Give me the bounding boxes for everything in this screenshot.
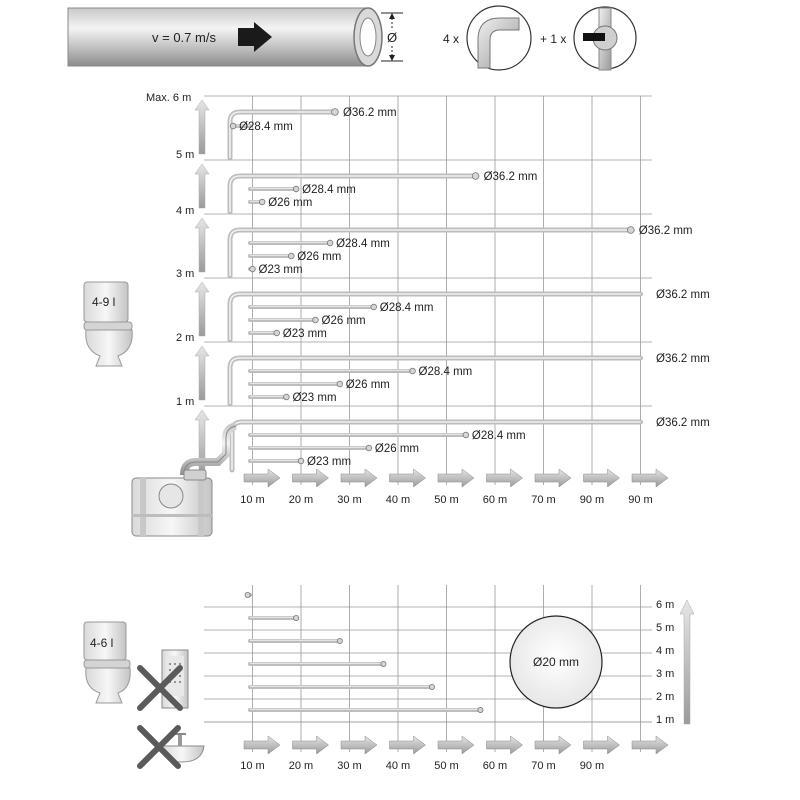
pipe-end-cap [274, 330, 280, 336]
pipe-diameter-label: Ø36.2 mm [483, 171, 538, 183]
pipe-end-cap [381, 661, 386, 666]
pipe-run [250, 443, 419, 455]
sink-not-allowed-icon [140, 728, 204, 766]
valve-icon [574, 7, 636, 70]
pipe-end-cap [245, 592, 250, 597]
small-toilet-icon [84, 622, 130, 703]
pipe-diameter-label: Ø28.4 mm [336, 238, 390, 250]
pipe-diameter-label: Ø26 mm [345, 379, 390, 391]
pipe-end-cap [463, 432, 469, 438]
length-arrow-icon [244, 469, 280, 487]
top-x-axis-label: 20 m [288, 494, 314, 506]
toilet-volume-label: 4-9 l [92, 295, 116, 309]
pipe-end-cap [429, 684, 434, 689]
top-chart-y-axis [146, 92, 209, 476]
velocity-label: v = 0.7 m/s [152, 30, 216, 45]
pipe-diameter-label: Ø26 mm [268, 197, 313, 209]
pipe-end-cap [366, 445, 372, 451]
length-arrow-icon [632, 469, 668, 487]
pipe-run [250, 315, 366, 327]
top-y-axis-label: Max. 6 m [146, 92, 192, 104]
pipe-end-cap [327, 240, 333, 246]
pipe-end-cap [472, 173, 479, 180]
header-pipe [68, 8, 382, 66]
main-pipe [230, 112, 335, 158]
pipe-run [250, 366, 472, 378]
length-arrow-icon [390, 736, 426, 754]
pipe-run [250, 302, 433, 314]
bottom-x-axis-label: 20 m [288, 760, 314, 772]
valve-count-label: + 1 x [540, 32, 567, 46]
pipe-end-cap [259, 199, 265, 205]
diameter-symbol: Ø [387, 30, 398, 45]
top-y-axis-label: 2 m [176, 332, 195, 344]
bottom-chart-y-axis [656, 599, 694, 726]
length-arrow-icon [244, 736, 280, 754]
length-arrow-icon [438, 736, 474, 754]
pipe-end-cap [313, 317, 319, 323]
top-x-axis-label: 70 m [531, 494, 556, 506]
pipe-end-cap [337, 638, 342, 643]
bottom-x-axis-label: 10 m [240, 760, 265, 772]
pump-unit-icon [132, 426, 236, 536]
length-arrow-icon [584, 736, 620, 754]
pipe-diameter-label: Ø28.4 mm [471, 430, 526, 442]
pipe-diameter-label: Ø28.4 mm [379, 302, 434, 314]
pipe-run [250, 392, 337, 404]
pipe-diameter-label: Ø28.4 mm [239, 121, 293, 133]
bends-count-label: 4 x [443, 32, 460, 46]
top-x-axis-label: 30 m [337, 494, 362, 506]
pipe-run [250, 328, 327, 340]
pipe-diameter-label: Ø23 mm [282, 328, 327, 340]
pipe-bend-icon [467, 6, 531, 70]
pipe-end-cap [250, 266, 256, 272]
length-arrow-icon [341, 469, 377, 487]
pipe-end-cap [293, 186, 299, 192]
length-arrow-icon [535, 736, 571, 754]
top-chart-grid [204, 96, 652, 485]
pipe-diameter-label: Ø28.4 mm [418, 366, 473, 378]
top-x-axis-label: 60 m [482, 494, 508, 506]
height-arrow-icon [195, 164, 209, 208]
pipe-diameter-label: Ø23 mm [307, 456, 352, 468]
height-arrow-icon [195, 346, 209, 400]
length-arrow-icon [584, 469, 620, 487]
pipe-diameter-label: Ø28.4 mm [302, 184, 356, 196]
height-arrow-icon [195, 100, 209, 154]
bottom-y-axis-label: 2 m [656, 691, 675, 703]
top-x-axis-label: 40 m [385, 494, 411, 506]
main-pipe-highlight [230, 112, 335, 158]
bottom-y-axis-label: 5 m [656, 622, 675, 634]
pipe-diameter-label: Ø36.2 mm [638, 225, 693, 237]
pipe-end-cap [627, 227, 634, 234]
top-x-axis-label: 10 m [240, 494, 265, 506]
bottom-y-axis-label: 1 m [656, 714, 675, 726]
diameter-circle-label: Ø20 mm [532, 655, 580, 669]
bottom-y-axis-label: 4 m [656, 645, 675, 657]
pipe-run [250, 238, 390, 250]
pipe-run [250, 251, 341, 263]
bottom-chart-pipe-lines [245, 592, 483, 712]
height-arrow-icon [195, 282, 209, 336]
bottom-y-axis-label: 6 m [656, 599, 675, 611]
pipe-end-cap [230, 123, 236, 129]
pipe-diameter-label: Ø26 mm [297, 251, 342, 263]
bottom-x-axis-label: 90 m [579, 760, 605, 772]
pipe-end-cap [478, 707, 483, 712]
top-x-axis-label: 50 m [434, 494, 459, 506]
bottom-chart-x-axis [240, 736, 668, 772]
length-arrow-icon [487, 736, 523, 754]
pipe-diameter-label: Ø36.2 mm [656, 353, 710, 365]
top-chart-pipe-levels [230, 107, 710, 470]
length-arrow-icon [487, 469, 523, 487]
pipe-end-cap [294, 615, 299, 620]
pipe-run [250, 184, 356, 196]
bottom-x-axis-label: 60 m [482, 760, 508, 772]
pipe-end-cap [371, 304, 377, 310]
top-x-axis-label: 90 m [628, 494, 653, 506]
top-y-axis-label: 5 m [176, 149, 195, 161]
pipe-diameter-label: Ø26 mm [374, 443, 419, 455]
height-arrow-icon [195, 410, 209, 476]
pipe-end-cap [284, 394, 290, 400]
pipe-run [250, 264, 303, 276]
pipe-run [250, 379, 390, 391]
pipe-diameter-label: Ø36.2 mm [656, 417, 710, 429]
top-y-axis-label: 1 m [176, 396, 195, 408]
bottom-x-axis-label: 40 m [385, 760, 411, 772]
small-toilet-volume-label: 4-6 l [90, 636, 114, 650]
pipe-diameter-label: Ø23 mm [292, 392, 337, 404]
pipe-end-cap [337, 381, 343, 387]
pipe-diameter-label: Ø23 mm [258, 264, 303, 276]
pipe-diameter-label: Ø36.2 mm [342, 107, 397, 119]
bottom-x-axis-label: 30 m [337, 760, 362, 772]
pipe-run [250, 456, 351, 468]
length-arrow-icon [535, 469, 571, 487]
bottom-x-axis-label: 70 m [531, 760, 556, 772]
length-arrow-icon [632, 736, 668, 754]
pipe-end-cap [289, 253, 295, 259]
pipe-end-cap [410, 368, 416, 374]
pipe-run [230, 121, 292, 133]
top-y-axis-label: 4 m [176, 205, 195, 217]
length-arrow-icon [293, 736, 329, 754]
length-arrow-icon [341, 736, 377, 754]
length-arrow-icon [438, 469, 474, 487]
pipe-diameter-label: Ø26 mm [321, 315, 366, 327]
top-y-axis-label: 3 m [176, 268, 195, 280]
bottom-x-axis-label: 50 m [434, 760, 459, 772]
shower-not-allowed-icon [140, 650, 188, 708]
length-arrow-icon [293, 469, 329, 487]
pipe-run [250, 197, 312, 209]
height-arrow-icon [195, 218, 209, 272]
pipe-run [250, 430, 526, 442]
pipe-end-cap [298, 458, 304, 464]
height-arrow-icon [680, 600, 694, 724]
top-x-axis-label: 90 m [579, 494, 605, 506]
pipe-end-cap [332, 109, 339, 116]
length-arrow-icon [390, 469, 426, 487]
top-chart-x-axis [240, 469, 668, 506]
pipe-diameter-label: Ø36.2 mm [656, 289, 710, 301]
bottom-y-axis-label: 3 m [656, 668, 675, 680]
